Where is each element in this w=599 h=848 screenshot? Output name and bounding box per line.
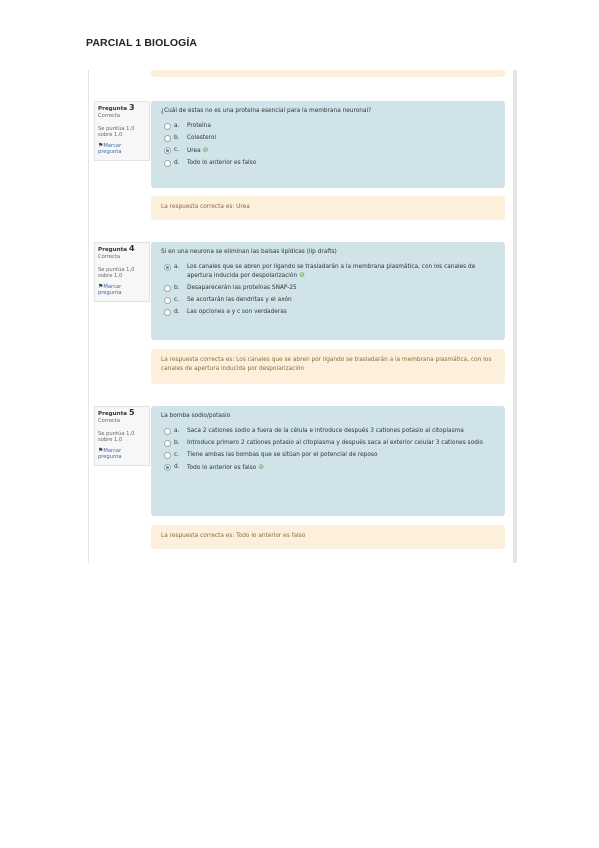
answer-option[interactable] (161, 159, 495, 167)
question-text: Si en una neurona se eliminan las balsas lipídicas (lip drafts) (161, 249, 337, 255)
answer-option[interactable] (161, 308, 495, 316)
question-label: Pregunta (98, 247, 128, 253)
answer-text: Los canales que se abren por ligando se trasladarán a la membrana plasmática, con los canales de apertura inducida por despolarización (187, 264, 476, 279)
radio-button[interactable] (164, 123, 171, 130)
correct-answer-feedback: La respuesta correcta es: Todo lo anterior es falso (151, 525, 505, 549)
flag-question-link[interactable] (98, 284, 146, 297)
answer-letter: c. (174, 147, 180, 153)
radio-button[interactable] (164, 452, 171, 459)
answer-letter: d. (174, 464, 180, 470)
quiz-review-panel (88, 70, 517, 563)
answer-letter: b. (174, 285, 180, 291)
answer-text: Proteína (187, 123, 211, 129)
question-number-value: 3 (129, 103, 135, 112)
answer-text: Se acortarán las dendritas y el axón (187, 297, 292, 303)
question-number (98, 246, 146, 253)
page-title: PARCIAL 1 BIOLOGÍA (86, 37, 198, 49)
answer-option[interactable] (161, 284, 495, 292)
question-info (94, 242, 150, 302)
answer-letter: d. (174, 160, 180, 166)
answer-option[interactable] (161, 463, 495, 472)
flag-label: Marcar pregunta (98, 447, 122, 461)
radio-button[interactable] (164, 264, 171, 271)
question-grade: Se puntúa 1,0 sobre 1,0 (98, 430, 135, 444)
answer-letter: d. (174, 309, 180, 315)
flag-question-link[interactable] (98, 448, 146, 461)
previous-feedback (151, 70, 505, 77)
question-grade: Se puntúa 1,0 sobre 1,0 (98, 266, 135, 280)
answer-text: Desaparecerán las proteínas SNAP-25 (187, 285, 297, 291)
answer-letter: a. (174, 428, 180, 434)
answer-text: Todo lo anterior es falso (187, 160, 257, 166)
answer-option[interactable] (161, 263, 495, 280)
question-state: Correcta (98, 418, 121, 425)
radio-button[interactable] (164, 297, 171, 304)
question-text: ¿Cuál de estas no es una proteína esencial para la membrana neuronal? (161, 108, 372, 114)
question-info (94, 101, 150, 161)
answer-letter: c. (174, 297, 180, 303)
flag-icon: ⚑ (98, 282, 104, 290)
radio-button[interactable] (164, 147, 171, 154)
flag-label: Marcar pregunta (98, 142, 122, 156)
radio-button[interactable] (164, 285, 171, 292)
answer-letter: b. (174, 135, 180, 141)
correct-answer-feedback: La respuesta correcta es: Urea (151, 196, 505, 220)
flag-icon: ⚑ (98, 446, 104, 454)
question-label: Pregunta (98, 411, 128, 417)
answer-option[interactable] (161, 122, 495, 130)
answer-text: Todo lo anterior es falso (187, 465, 257, 471)
check-circle-icon: ⊘ (299, 271, 306, 279)
question-state: Correcta (98, 113, 121, 120)
question-formulation (151, 101, 505, 188)
flag-label: Marcar pregunta (98, 283, 122, 297)
question-number (98, 105, 146, 112)
question-grade: Se puntúa 1,0 sobre 1,0 (98, 125, 135, 139)
answer-text: Urea (187, 148, 201, 154)
question-state: Correcta (98, 254, 121, 261)
answer-option[interactable] (161, 146, 495, 155)
answer-text: Colesterol (187, 135, 217, 141)
answer-option[interactable] (161, 296, 495, 304)
answer-letter: c. (174, 452, 180, 458)
radio-button[interactable] (164, 160, 171, 167)
answer-option[interactable] (161, 439, 495, 447)
answer-text: Saca 2 cationes sodio a fuera de la célula e introduce después 3 cationes potasio al citoplasma (187, 428, 464, 434)
flag-question-link[interactable] (98, 143, 146, 156)
answer-option[interactable] (161, 134, 495, 142)
correct-answer-feedback: La respuesta correcta es: Los canales que se abren por ligando se trasladarán a la membrana plasmática, con los canales de apertura inducida por despolarización (151, 349, 505, 384)
answer-letter: a. (174, 264, 180, 270)
check-circle-icon: ⊘ (258, 463, 265, 471)
answer-text: Tiene ambas las bombas que se sitúan por el potencial de reposo (187, 452, 378, 458)
answer-option[interactable] (161, 451, 495, 459)
radio-button[interactable] (164, 135, 171, 142)
question-info (94, 406, 150, 466)
question-number (98, 410, 146, 417)
answer-letter: b. (174, 440, 180, 446)
answer-letter: a. (174, 123, 180, 129)
answer-option[interactable] (161, 427, 495, 435)
radio-button[interactable] (164, 464, 171, 471)
question-label: Pregunta (98, 106, 128, 112)
answer-text: Introduce primero 2 cationes potasio al citoplasma y después saca al exterior celular 3 cationes sodio (187, 440, 483, 446)
question-formulation (151, 406, 505, 516)
answer-text: Las opciones a y c son verdaderas (187, 309, 287, 315)
question-formulation (151, 242, 505, 340)
radio-button[interactable] (164, 440, 171, 447)
question-text: La bomba sodio/potasio (161, 413, 231, 419)
radio-button[interactable] (164, 309, 171, 316)
radio-button[interactable] (164, 428, 171, 435)
flag-icon: ⚑ (98, 141, 104, 149)
check-circle-icon: ⊘ (202, 146, 209, 154)
question-number-value: 5 (129, 408, 135, 417)
question-number-value: 4 (129, 244, 135, 253)
